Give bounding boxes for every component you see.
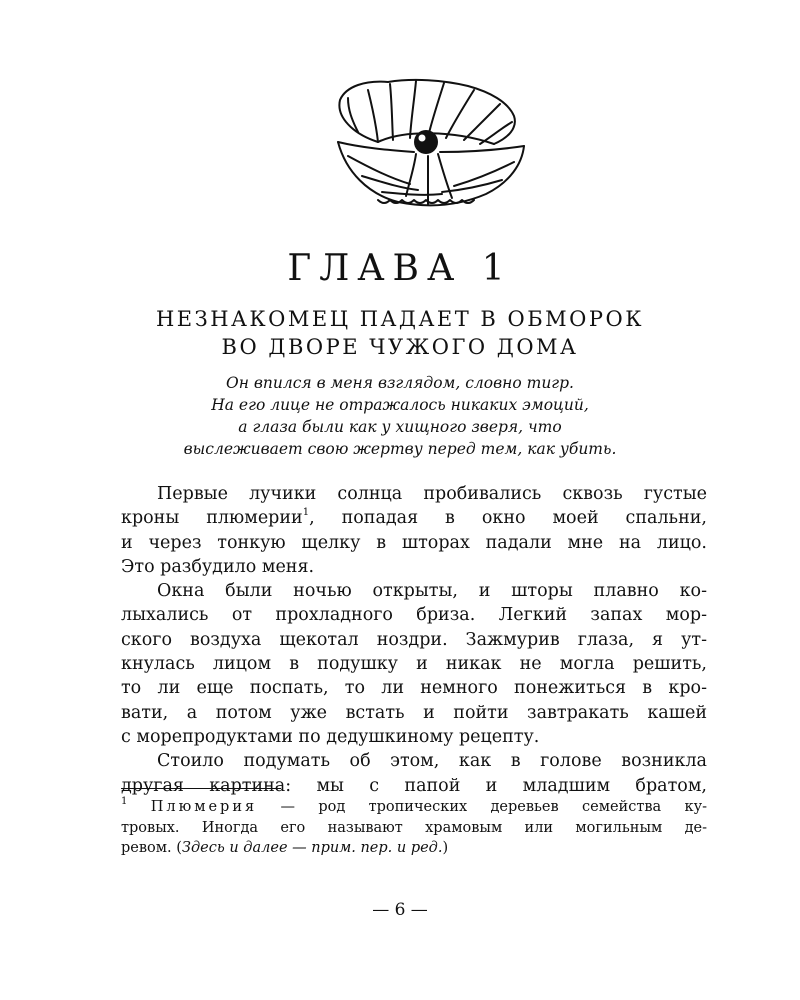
pearl-shell-icon [318,72,528,212]
body-line: и через тонкую щелку в шторах падали мне на лицо. [121,532,707,553]
footnote-ref[interactable]: 1 [302,507,310,519]
footnote-divider [121,788,281,789]
footnote-marker: 1 [121,796,128,808]
footnote-line: $^1$ Плюмерия — род тропических деревьев семейства ку- [121,796,708,815]
body-line: то ли еще поспать, то ли немного понежиться в кро- [121,678,707,699]
body-line: Это разбудило меня. [121,556,315,577]
epigraph-line: выслеживает свою жертву перед тем, как убить. [183,440,617,458]
body-line: лыхались от прохладного бриза. Легкий запах мор- [121,605,707,626]
page-number: — 6 — [372,900,428,920]
body-line: с морепродуктами по дедушкиному рецепту. [121,726,540,747]
footnote-line: тровых. Иногда его называют храмовым или могильным де- [121,819,707,836]
epigraph [0,372,800,460]
body-line: Первые лучики солнца пробивались сквозь густые [157,484,707,504]
body-line: Стоило подумать об этом, как в голове возникла [157,751,707,772]
body-line: ского воздуха щекотал ноздри. Зажмурив глаза, я ут- [121,629,707,650]
footnote [121,797,707,859]
body-line: кроны плюмерии$^1$, попадая в окно моей спальни, [121,507,707,529]
epigraph-line: а глаза были как у хищного зверя, что [238,418,562,436]
footnote-term: Плюмерия [150,799,258,815]
body-line: другая картина: мы с папой и младшим братом, [121,775,707,796]
body-text [121,482,707,798]
epigraph-line: На его лице не отражалось никаких эмоций, [211,396,589,414]
chapter-subtitle-line: ВО ДВОРЕ ЧУЖОГО ДОМА [221,335,579,359]
chapter-subtitle-line: НЕЗНАКОМЕЦ ПАДАЕТ В ОБМОРОК [155,307,644,331]
body-line: Окна были ночью открыты, и шторы плавно ко- [157,581,707,602]
chapter-subtitle [0,305,800,361]
body-line: кнулась лицом в подушку и никак не могла решить, [121,654,707,675]
editor-note: Здесь и далее — прим. пер. и ред. [181,840,443,856]
epigraph-line: Он впился в меня взглядом, словно тигр. [226,374,574,392]
body-line: вати, а потом уже встать и пойти завтракать кашей [121,702,707,723]
footnote-line: ревом. (Здесь и далее — прим. пер. и ред.) [121,840,449,856]
chapter-title: ГЛАВА 1 [287,248,513,289]
